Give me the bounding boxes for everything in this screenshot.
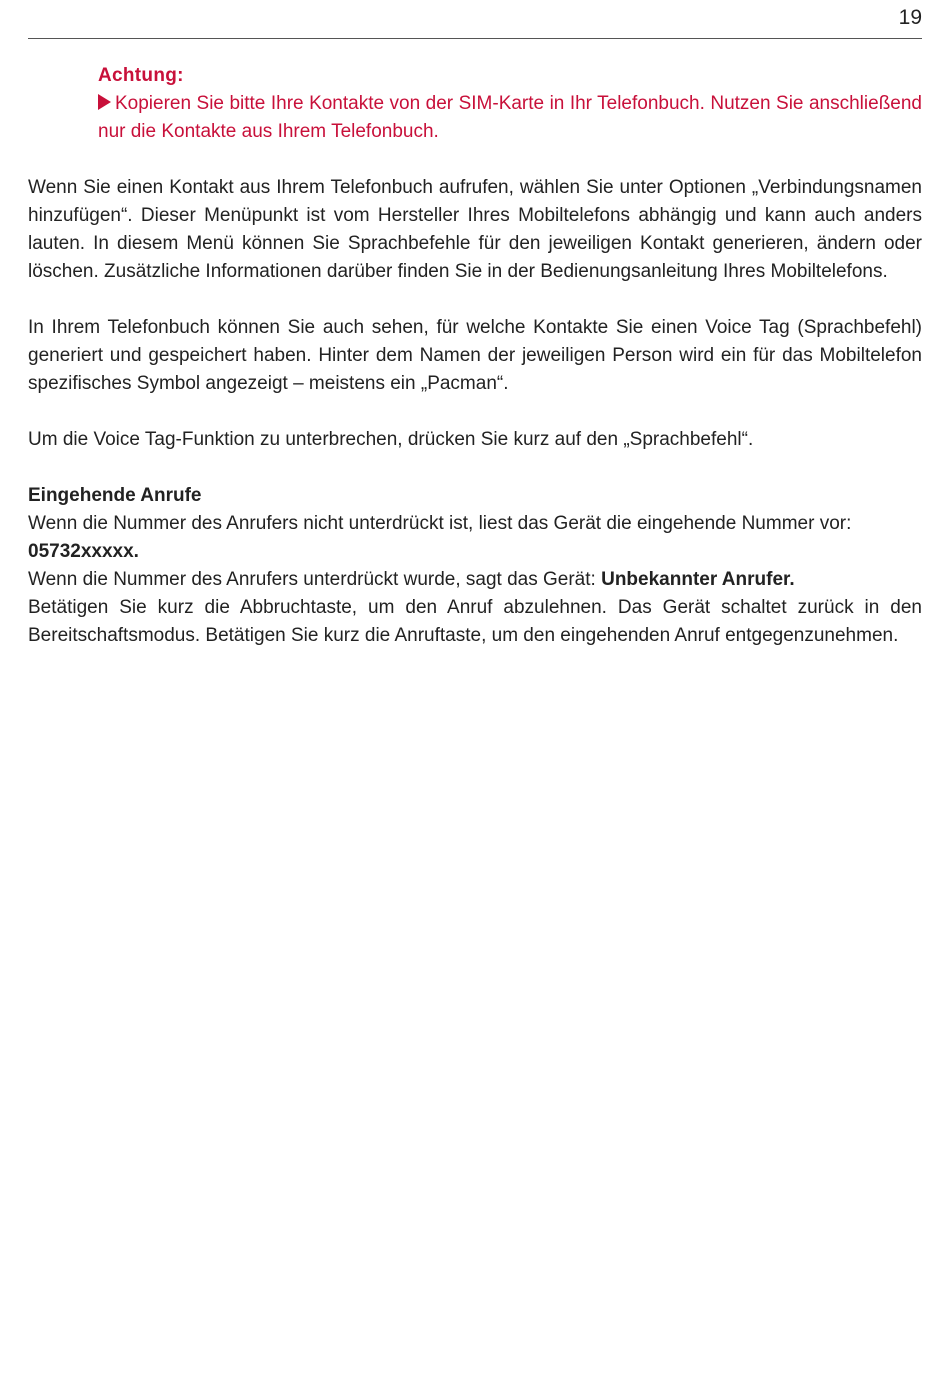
unknown-caller-label: Unbekannter Anrufer. <box>601 569 795 590</box>
notice-text-block <box>98 90 922 146</box>
caller-number: 05732xxxxx. <box>28 541 139 562</box>
notice-text: Kopieren Sie bitte Ihre Kontakte von der SIM-Karte in Ihr Telefonbuch. Nutzen Sie anschließend nur die Kontakte aus Ihrem Telefonbuch. <box>98 93 922 142</box>
page-content <box>28 62 922 650</box>
incoming-line-3: Betätigen Sie kurz die Abbruchtaste, um den Anruf abzulehnen. Das Gerät schaltet zurück in den Bereitschaftsmodus. Betätigen Sie kurz die Anruftaste, um den eingehenden Anruf entgegenzunehmen. <box>28 597 922 646</box>
header-rule <box>28 38 922 39</box>
warning-notice <box>98 62 922 146</box>
paragraph-voice-tag-cancel: Um die Voice Tag-Funktion zu unterbrechen, drücken Sie kurz auf den „Sprachbefehl“. <box>28 429 754 450</box>
incoming-line-2-text: Wenn die Nummer des Anrufers unterdrückt wurde, sagt das Gerät: <box>28 569 602 590</box>
triangle-bullet-icon <box>98 94 111 110</box>
paragraph-voice-tag-setup: Wenn Sie einen Kontakt aus Ihrem Telefonbuch aufrufen, wählen Sie unter Optionen „Verbindungsnamen hinzufügen“. Dieser Menüpunkt ist vom Hersteller Ihres Mobiltelefons abhängig und kann auch anders lauten. In diesem Menü können Sie Sprachbefehle für den jeweiligen Kontakt generieren, ändern oder löschen. Zusätzliche Informationen darüber finden Sie in der Bedienungsanleitung Ihres Mobiltelefons. <box>28 177 922 282</box>
incoming-line-1: Wenn die Nummer des Anrufers nicht unterdrückt ist, liest das Gerät die eingehende Nummer vor: <box>28 513 852 534</box>
section-heading: Eingehende Anrufe <box>28 485 202 506</box>
page-number: 19 <box>898 6 922 29</box>
notice-title: Achtung: <box>98 65 184 86</box>
incoming-line-2 <box>28 566 922 594</box>
paragraph-voice-tag-symbol: In Ihrem Telefonbuch können Sie auch sehen, für welche Kontakte Sie einen Voice Tag (Sprachbefehl) generiert und gespeichert haben. Hinter dem Namen der jeweiligen Person wird ein für das Mobiltelefon spezifisches Symbol angezeigt – meistens ein „Pacman“. <box>28 317 922 394</box>
